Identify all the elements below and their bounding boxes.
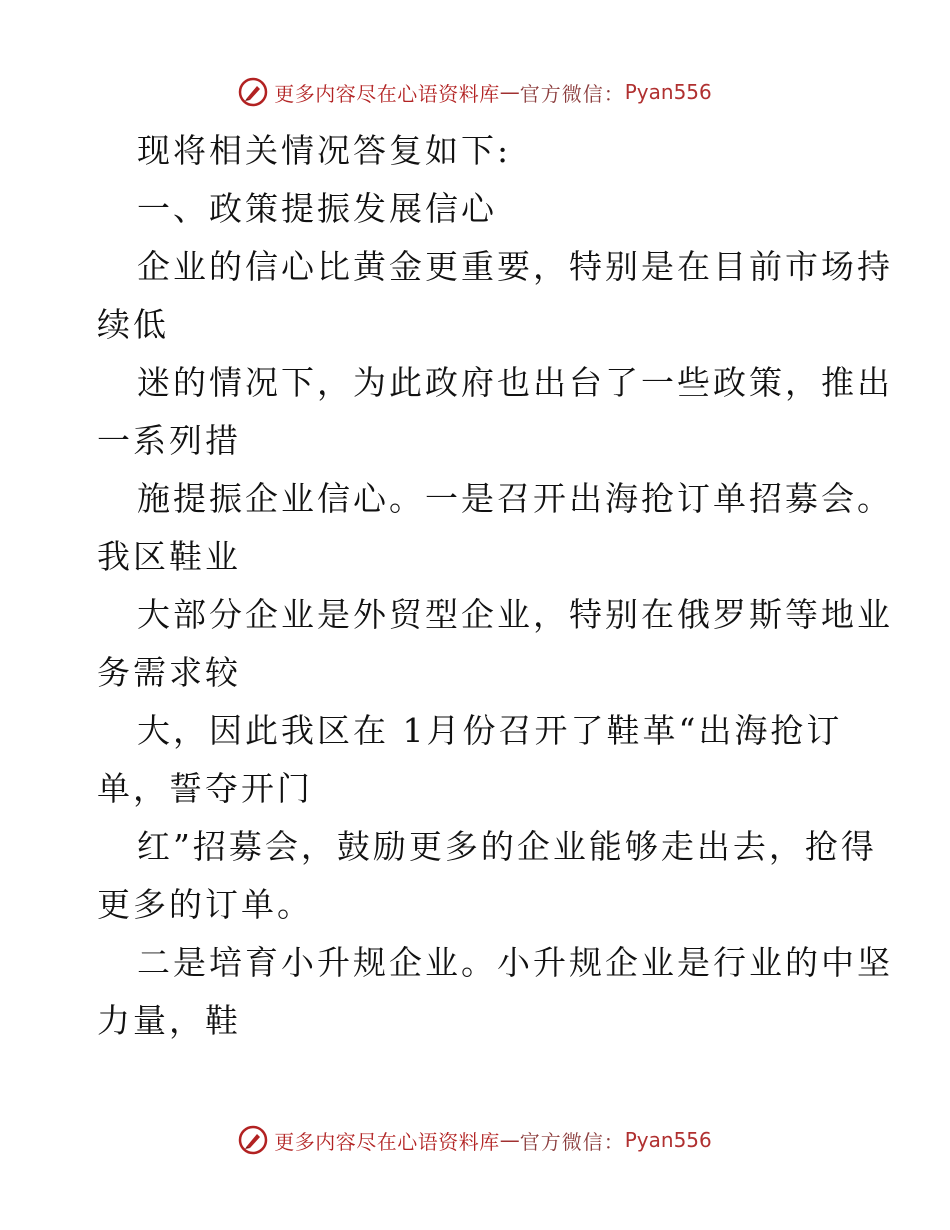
paragraph-line: 二是培育小升规企业。小升规企业是行业的中坚 (137, 943, 893, 982)
watermark-dash: — (499, 80, 520, 104)
watermark-id: Pyan556 (624, 1128, 712, 1152)
paragraph-line: 大部分企业是外贸型企业，特别在俄罗斯等地业 (137, 595, 893, 634)
watermark-id: Pyan556 (624, 80, 712, 104)
paragraph-line: 力量，鞋 (97, 1001, 241, 1040)
paragraph-line: 单，誓夺开门 (97, 769, 313, 808)
watermark-label: 官方微信： (519, 1129, 625, 1154)
paragraph-line: 大，因此我区在 1月份召开了鞋革“出海抢订 (137, 711, 843, 750)
paragraph-line: 一系列措 (97, 421, 241, 460)
paragraph-line: 我区鞋业 (97, 537, 241, 576)
pen-nib-logo-icon (238, 1125, 268, 1155)
footer-watermark (0, 1120, 950, 1160)
watermark-label: 官方微信： (519, 81, 625, 106)
watermark-text: 更多内容尽在心语资料库 (274, 1129, 500, 1154)
paragraph-line: 更多的订单。 (97, 885, 313, 924)
watermark-dash: — (499, 1128, 520, 1152)
section-heading: 一、政策提振发展信心 (137, 189, 497, 228)
paragraph-line: 务需求较 (97, 653, 241, 692)
pen-nib-logo-icon (238, 77, 268, 107)
watermark-text: 更多内容尽在心语资料库 (274, 81, 500, 106)
paragraph-line: 续低 (97, 305, 169, 344)
paragraph-line: 现将相关情况答复如下: (137, 131, 512, 170)
paragraph-line: 迷的情况下，为此政府也出台了一些政策，推出 (137, 363, 893, 402)
paragraph-line: 红”招募会，鼓励更多的企业能够走出去，抢得 (137, 827, 877, 866)
paragraph-line: 企业的信心比黄金更重要，特别是在目前市场持 (137, 247, 893, 286)
header-watermark (0, 72, 950, 112)
document-body (97, 122, 893, 1050)
paragraph-line: 施提振企业信心。一是召开出海抢订单招募会。 (137, 479, 893, 518)
